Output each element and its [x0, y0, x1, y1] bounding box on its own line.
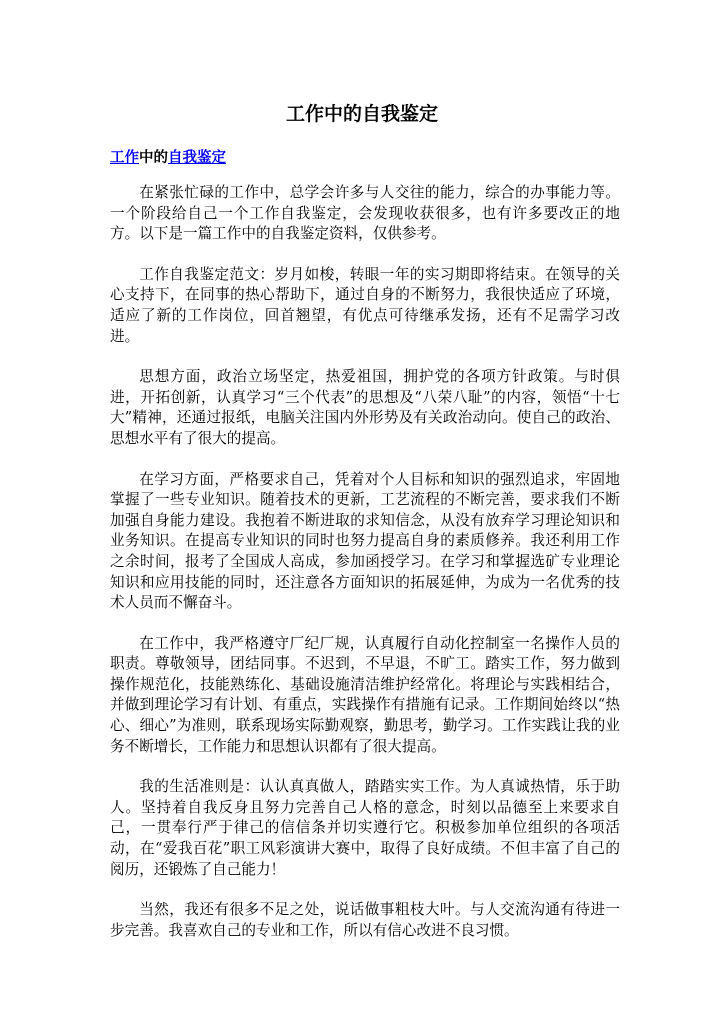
paragraph-thought: 思想方面，政治立场坚定，热爱祖国，拥护党的各项方针政策。与时俱进，开拓创新，认真学习“三个代表”的思想及“八荣八耻”的内容，领悟“十七大”精神，还通过报纸，电脑关注国内外形势及有关政治动向。使自己的政治、思想水平有了很大的提高。 — [110, 368, 620, 447]
paragraph-shortcomings: 当然，我还有很多不足之处，说话做事粗枝大叶。与人交流沟通有待进一步完善。我喜欢自己的专业和工作，所以有信心改进不良习惯。 — [110, 901, 620, 939]
subtitle-link-self-appraisal[interactable]: 自我鉴定 — [168, 150, 226, 166]
paragraph-sample-opening: 工作自我鉴定范文：岁月如梭，转眼一年的实习期即将结束。在领导的关心支持下，在同事的热心帮助下，通过自身的不断努力，我很快适应了环境，适应了新的工作岗位，回首翘望，有优点可待继承发扬，还有不足需学习改进。 — [110, 265, 620, 345]
page-title: 工作中的自我鉴定 — [285, 103, 438, 125]
paragraph-study: 在学习方面，严格要求自己，凭着对个人目标和知识的强烈追求，牢固地掌握了一些专业知识。随着技术的更新，工艺流程的不断完善，要求我们不断加强自身能力建设。我抱着不断进取的求知信念，从没有放弃学习理论知识和业务知识。在提高专业知识的同时也努力提高自身的素质修养。我还利用工作之余时间，报考了全国成人高成，参加函授学习。在学习和掌握选矿专业理论知识和应用技能的同时，还注意各方面知识的拓展延伸，为成为一名优秀的技术人员而不懈奋斗。 — [110, 470, 620, 612]
document-body — [110, 183, 620, 961]
subtitle-middle-text: 中的 — [139, 150, 168, 166]
paragraph-work: 在工作中，我严格遵守厂纪厂规，认真履行自动化控制室一名操作人员的职责。尊敬领导，团结同事。不迟到，不早退，不旷工。踏实工作，努力做到操作规范化，技能熟练化、基础设施清洁维护经常化。将理论与实践相结合，并做到理论学习有计划、有重点，实践操作有措施有记录。工作期间始终以“热心、细心”为准则，联系现场实际勤观察，勤思考，勤学习。工作实践让我的业务不断增长，工作能力和思想认识都有了很大提高。 — [110, 634, 620, 755]
subtitle — [110, 147, 226, 169]
subtitle-link-work[interactable]: 工作 — [110, 150, 139, 166]
paragraph-intro: 在紧张忙碌的工作中，总学会许多与人交往的能力，综合的办事能力等。一个阶段给自己一个工作自我鉴定，会发现收获很多，也有许多要改正的地方。以下是一篇工作中的自我鉴定资料，仅供参考。 — [110, 184, 620, 243]
paragraph-life: 我的生活准则是：认认真真做人，踏踏实实工作。为人真诚热情，乐于助人。坚持着自我反身且努力完善自己人格的意念，时刻以品德至上来要求自己，一贯奉行严于律己的信信条并切实遵行它。积极参加单位组织的各项活动，在“爱我百花”职工风彩演讲大赛中，取得了良好成绩。不但丰富了自己的阅历，还锻炼了自己能力！ — [110, 778, 620, 878]
